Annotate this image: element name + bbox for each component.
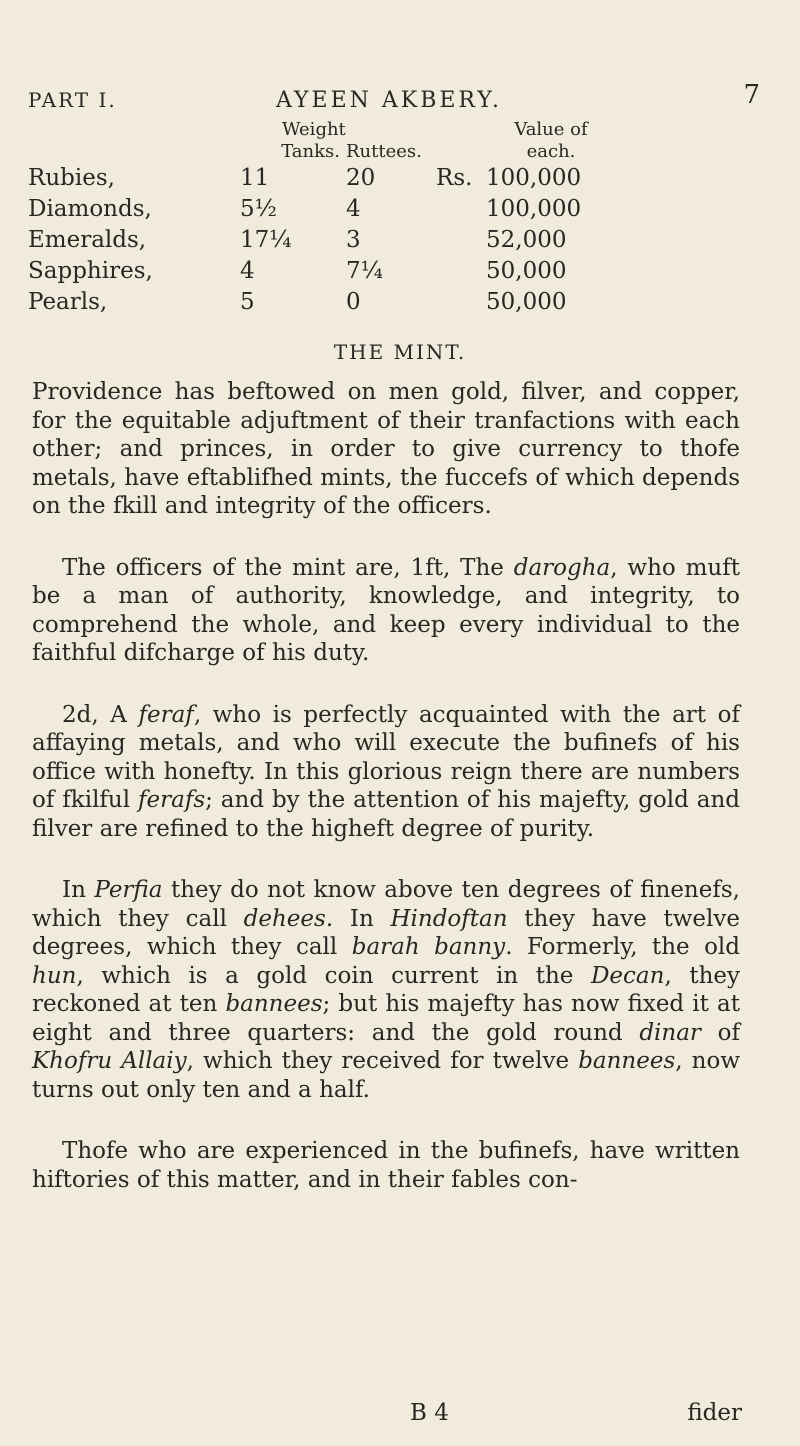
catchword: fider [687, 1400, 742, 1426]
table-row [28, 224, 666, 255]
gem-name: Sapphires, [28, 257, 153, 284]
header-each: each. [526, 140, 576, 162]
gem-ruttees: 3 [346, 226, 361, 253]
gem-ruttees: 7¼ [346, 257, 383, 284]
gem-currency: Rs. [436, 164, 473, 191]
running-title: AYEEN AKBERY. [276, 88, 502, 113]
table-header-row-1 [28, 118, 666, 140]
running-header [28, 80, 760, 118]
gem-value-table [28, 118, 666, 317]
gem-name: Rubies, [28, 164, 115, 191]
gem-name: Pearls, [28, 288, 108, 315]
header-ruttees: Ruttees. [346, 140, 422, 162]
gem-currency [436, 286, 486, 317]
gem-currency [436, 224, 486, 255]
gem-name: Diamonds, [28, 195, 152, 222]
paragraph-5: Thofe who are experienced in the bufinefs, have written hiftories of this matter, and in their fables con- [32, 1138, 740, 1193]
table-header-row-2 [28, 140, 666, 162]
gem-value: 100,000 [486, 164, 582, 191]
gem-value: 50,000 [486, 257, 567, 284]
part-label: PART I. [28, 88, 117, 112]
gem-value: 52,000 [486, 226, 567, 253]
table-row [28, 162, 666, 193]
gem-name: Emeralds, [28, 226, 147, 253]
gem-currency [436, 255, 486, 286]
header-value-of: Value of [514, 118, 588, 140]
body-text [32, 378, 740, 1227]
gem-tanks: 17¼ [240, 226, 292, 253]
signature-mark: B 4 [410, 1400, 449, 1426]
header-tanks: Tanks. [281, 140, 340, 162]
gem-tanks: 11 [240, 164, 270, 191]
gem-tanks: 4 [240, 257, 255, 284]
gem-tanks: 5 [240, 288, 255, 315]
gem-value: 50,000 [486, 288, 567, 315]
paragraph-4: In Perfia they do not know above ten degrees of finenefs, which they call dehees. In Hindoftan they have twelve degrees, which they call barah banny. Formerly, the old hun, which is a gold coin current in the Decan, they reckoned at ten bannees; but his majefty has now fixed it at eight and three quarters: and the gold round dinar of Khofru Allaiy, which they received for twelve bannees, now turns out only ten and a half. [32, 877, 741, 1103]
gem-ruttees: 4 [346, 195, 361, 222]
gem-currency [436, 193, 486, 224]
paragraph-1: Providence has beftowed on men gold, filver, and copper, for the equitable adjuftment of their tranfactions with each other; and princes, in order to give currency to thofe metals, have eftablifhed mints, the fuccefs of which depends on the fkill and integrity of the officers. [32, 379, 740, 519]
gem-ruttees: 0 [346, 288, 361, 315]
page-number: 7 [743, 80, 760, 110]
paragraph-3: 2d, A feraf, who is perfectly acquainted with the art of affaying metals, and who will execute the bufinefs of his office with honefty. In this glorious reign there are numbers of fkilful ferafs; and by the attention of his majefty, gold and filver are refined to the higheft degree of purity. [32, 701, 740, 842]
table-row [28, 286, 666, 317]
gem-tanks: 5½ [240, 195, 277, 222]
table-row [28, 255, 666, 286]
gem-ruttees: 20 [346, 164, 376, 191]
paragraph-2: The officers of the mint are, 1ft, The darogha, who muft be a man of authority, knowledge, and integrity, to comprehend the whole, and keep every individual to the faithful difcharge of his duty. [32, 554, 740, 666]
gem-value: 100,000 [486, 195, 582, 222]
table-row [28, 193, 666, 224]
section-title: THE MINT. [333, 340, 467, 364]
header-weight: Weight [282, 118, 346, 140]
